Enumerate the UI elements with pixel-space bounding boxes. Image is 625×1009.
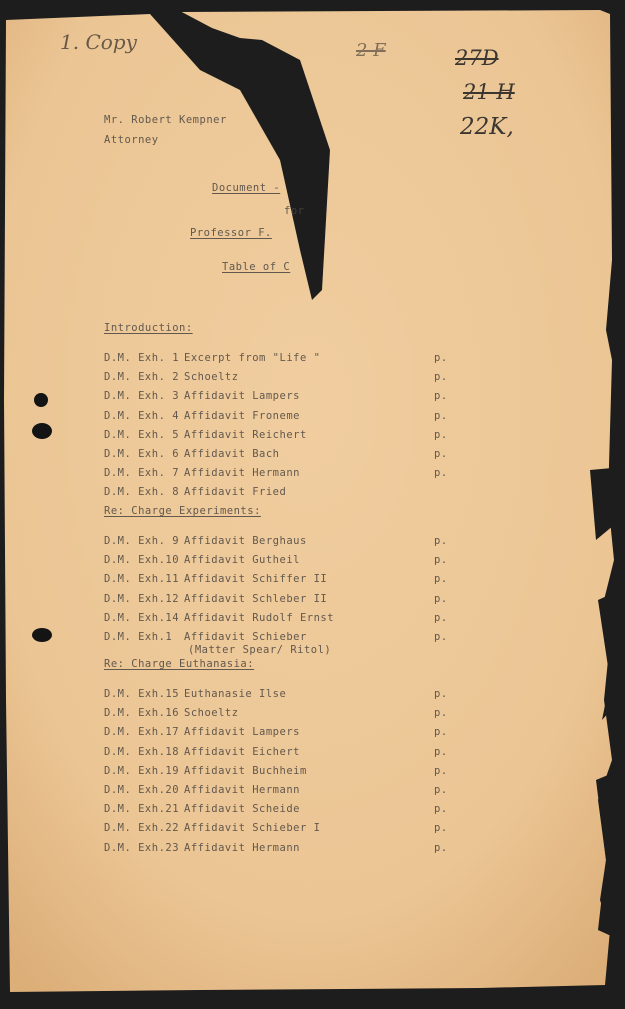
exhibit-number: D.M. Exh.20 [104, 784, 180, 796]
exhibit-description: Affidavit Eichert [184, 745, 300, 758]
page-ref: p. [434, 611, 448, 624]
exhibit-number: D.M. Exh. 6 [104, 448, 180, 460]
exhibit-description: Affidavit Scheide [184, 803, 300, 816]
page-ref: p. [434, 448, 448, 460]
exhibit-number: D.M. Exh.11 [104, 573, 180, 586]
section-heading: Re: Charge Euthanasia: [104, 658, 255, 670]
page-ref: p. [434, 726, 448, 739]
exhibit-number: D.M. Exh.19 [104, 764, 180, 777]
page-ref: p. [434, 764, 448, 777]
page-ref: p. [434, 745, 448, 758]
exhibit-description: Affidavit Hermann [184, 841, 300, 854]
exhibit-number: D.M. Exh. 5 [104, 428, 180, 441]
handwritten-code: 22K, [460, 114, 514, 140]
document-title: Table of C [222, 261, 291, 273]
page-ref: p. [434, 573, 448, 586]
document-title: Professor F. [190, 227, 272, 239]
exhibit-description: Affidavit Lampers [184, 390, 300, 403]
page-ref: p. [434, 592, 448, 605]
exhibit-number: D.M. Exh.21 [104, 803, 180, 816]
exhibit-number: D.M. Exh. 7 [104, 467, 180, 480]
exhibit-number: D.M. Exh.17 [104, 726, 180, 739]
exhibit-description: Affidavit Gutheil [184, 554, 300, 567]
exhibit-description: Affidavit Froneme [184, 409, 300, 422]
header-line: Mr. Robert Kempner [104, 114, 227, 126]
page-ref: p. [434, 554, 448, 567]
handwritten-code: 21 H [463, 80, 515, 104]
section-heading: Introduction: [104, 322, 193, 334]
header-line: Attorney [104, 134, 159, 146]
exhibit-description: Schoeltz [184, 371, 239, 384]
exhibit-description: Affidavit Rudolf Ernst [184, 611, 335, 624]
page-ref: p. [434, 352, 448, 364]
exhibit-number: D.M. Exh.10 [104, 554, 180, 567]
handwritten-code: 27D [455, 46, 499, 70]
exhibit-number: D.M. Exh. 2 [104, 371, 180, 384]
exhibit-number: D.M. Exh. 3 [104, 390, 180, 403]
exhibit-description: Affidavit Reichert [184, 428, 307, 441]
exhibit-number: D.M. Exh. 8 [104, 486, 180, 499]
exhibit-number: D.M. Exh.15 [104, 688, 180, 700]
exhibit-number: D.M. Exh.22 [104, 822, 180, 835]
exhibit-description: Affidavit Buchheim [184, 764, 307, 777]
exhibit-description: Affidavit Schieber [184, 631, 307, 643]
exhibit-number: D.M. Exh.14 [104, 611, 180, 624]
page-ref: p. [434, 409, 448, 422]
page-ref: p. [434, 784, 448, 796]
page-ref: p. [434, 467, 448, 480]
handwritten-note: 2 F [356, 40, 386, 61]
exhibit-description: Affidavit Berghaus [184, 535, 307, 547]
exhibit-number: D.M. Exh.1 [104, 631, 173, 643]
exhibit-description: Affidavit Fried [184, 486, 287, 499]
section-heading: Re: Charge Experiments: [104, 505, 261, 517]
exhibit-description: Affidavit Bach [184, 448, 280, 460]
exhibit-description: (Matter Spear/ Ritol) [188, 644, 332, 656]
page-ref: p. [434, 822, 448, 835]
exhibit-description: Affidavit Schieber I [184, 822, 321, 835]
exhibit-description: Schoeltz [184, 707, 239, 720]
exhibit-number: D.M. Exh.16 [104, 707, 180, 720]
page-ref: p. [434, 841, 448, 854]
exhibit-description: Affidavit Hermann [184, 467, 300, 480]
handwritten-note: 1. Copy [60, 30, 137, 54]
page-ref: p. [434, 631, 448, 643]
page-ref: p. [434, 688, 448, 700]
exhibit-number: D.M. Exh.12 [104, 592, 180, 605]
page-ref: p. [434, 803, 448, 816]
exhibit-number: D.M. Exh.23 [104, 841, 180, 854]
exhibit-description: Affidavit Lampers [184, 726, 300, 739]
exhibit-description: Affidavit Hermann [184, 784, 300, 796]
exhibit-description: Affidavit Schleber II [184, 592, 328, 605]
page-ref: p. [434, 390, 448, 403]
exhibit-number: D.M. Exh. 9 [104, 535, 180, 547]
page-ref: p. [434, 428, 448, 441]
page-ref: p. [434, 707, 448, 720]
exhibit-description: Excerpt from "Life " [184, 352, 321, 364]
exhibit-number: D.M. Exh. 4 [104, 409, 180, 422]
exhibit-description: Affidavit Schiffer II [184, 573, 328, 586]
page-ref: p. [434, 371, 448, 384]
document-title: for [284, 205, 305, 217]
document-title: Document - [212, 182, 281, 194]
exhibit-number: D.M. Exh. 1 [104, 352, 180, 364]
exhibit-description: Euthanasie Ilse [184, 688, 287, 700]
page-ref: p. [434, 535, 448, 547]
exhibit-number: D.M. Exh.18 [104, 745, 180, 758]
